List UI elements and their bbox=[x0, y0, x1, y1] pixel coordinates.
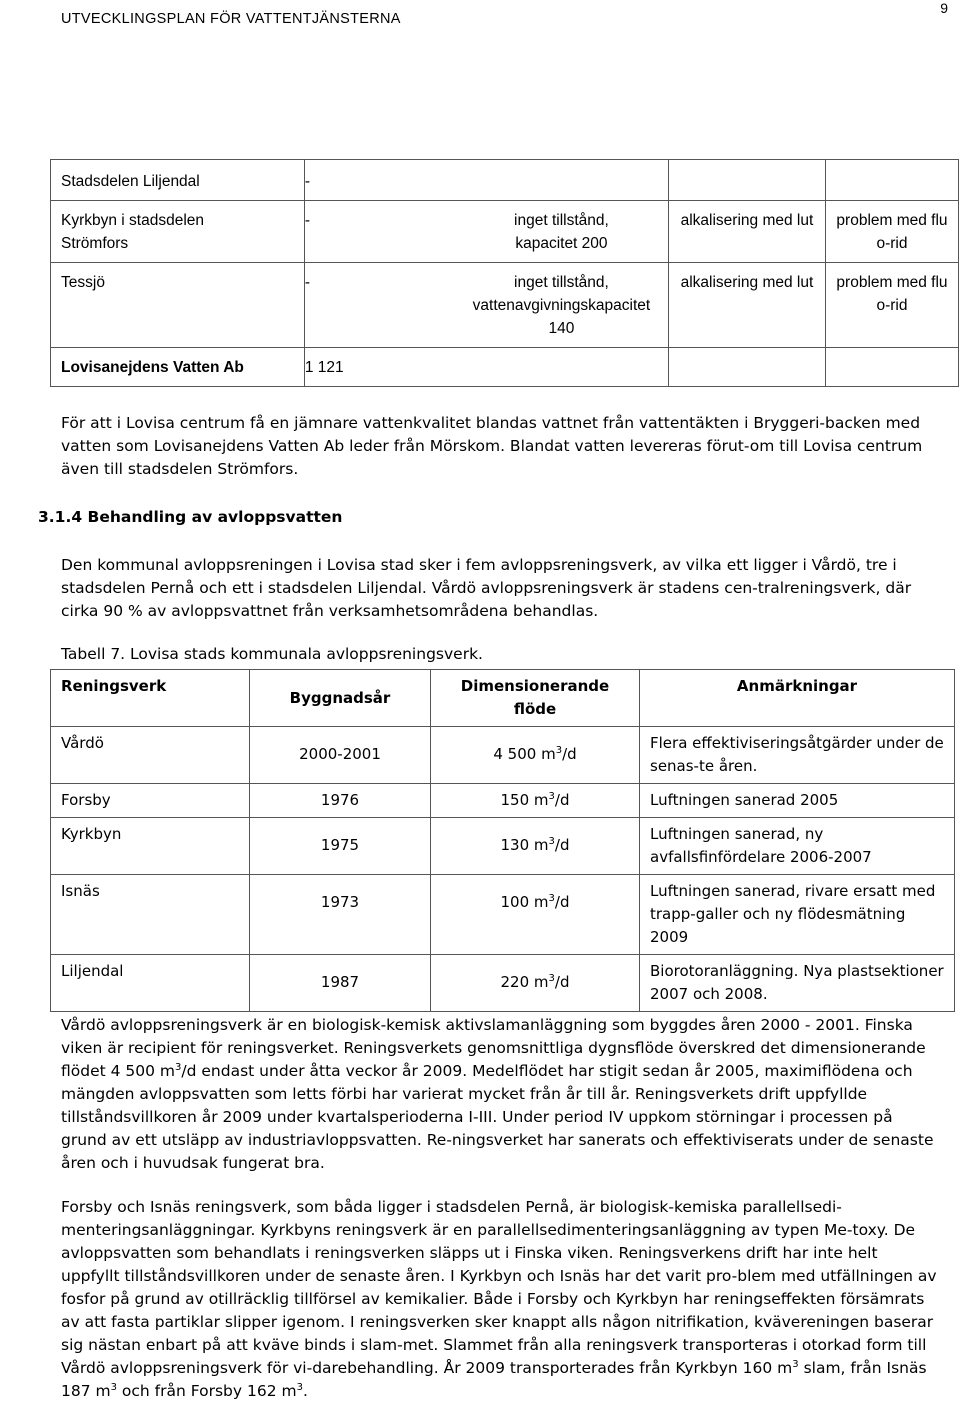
header-cell: Anmärkningar bbox=[640, 670, 955, 727]
table-row bbox=[51, 263, 959, 348]
unit: /d bbox=[554, 836, 570, 854]
unit: /d bbox=[562, 745, 577, 763]
table-cell bbox=[826, 201, 959, 263]
table-cell bbox=[304, 348, 455, 387]
unit: /d bbox=[554, 973, 570, 991]
unit: /d bbox=[554, 893, 570, 911]
table-cell bbox=[668, 160, 825, 201]
plant-name: Isnäs bbox=[51, 875, 250, 955]
header-cell: Byggnadsår bbox=[250, 670, 431, 727]
table-cell bbox=[304, 160, 455, 201]
plant-flow bbox=[431, 818, 640, 875]
unit-exp: 3 bbox=[548, 791, 555, 802]
row-name: Kyrkbyn i stadsdelen Strömfors bbox=[61, 212, 205, 252]
plant-flow bbox=[431, 955, 640, 1012]
flow-value: 220 bbox=[500, 973, 530, 991]
table-cell bbox=[304, 201, 455, 263]
table-cell bbox=[455, 160, 668, 201]
table-cell bbox=[455, 201, 668, 263]
unit: m bbox=[533, 791, 549, 809]
cell-text: inget tillstånd, vattenavgivningskapacitet 140 bbox=[472, 274, 651, 337]
plant-note: Biorotoranläggning. Nya plastsektioner 2007 och 2008. bbox=[640, 955, 955, 1012]
paragraph-wastewater-intro: Den kommunal avloppsreningen i Lovisa stad sker i fem avloppsreningsverk, av vilka ett ligger i Vårdö, tre i stadsdelen Pernå och ett i stadsdelen Liljendal. Vårdö avloppsreningsverk är stadens cen-tralreningsverk, där cirka 90 % av avloppsvattnet från verksamhetsområdena behandlas. bbox=[61, 556, 912, 620]
unit-exp: 3 bbox=[548, 893, 555, 904]
table-cell: Stadsdelen Liljendal bbox=[51, 160, 305, 201]
table-cell: alkalisering med lut bbox=[668, 201, 825, 263]
table-cell bbox=[455, 348, 668, 387]
treatment-plants-table bbox=[50, 669, 955, 1012]
flow-value: 100 bbox=[500, 893, 530, 911]
table-cell: Tessjö bbox=[51, 263, 305, 348]
table-cell bbox=[668, 348, 825, 387]
table-cell bbox=[826, 160, 959, 201]
table-row bbox=[51, 784, 955, 818]
superscript: 3 bbox=[175, 1061, 182, 1073]
paragraph-other-plants bbox=[61, 1196, 941, 1403]
flow-value: 4 500 bbox=[493, 745, 537, 763]
plant-note: Flera effektiviseringsåtgärder under de senas-te åren. bbox=[640, 727, 955, 784]
text-run: och från Forsby 162 m bbox=[117, 1382, 297, 1400]
table-cell bbox=[51, 348, 305, 387]
table-caption: Tabell 7. Lovisa stads kommunala avloppsreningsverk. bbox=[61, 645, 483, 663]
plant-name: Liljendal bbox=[51, 955, 250, 1012]
table-cell bbox=[826, 348, 959, 387]
plant-year: 1987 bbox=[250, 955, 431, 1012]
unit: /d bbox=[554, 791, 570, 809]
plant-flow bbox=[431, 875, 640, 955]
paragraph-vardo-plant bbox=[61, 1014, 941, 1175]
cell-text: problem med fluo-rid bbox=[836, 274, 948, 314]
table-cell: alkalisering med lut bbox=[668, 263, 825, 348]
unit-exp: 3 bbox=[555, 745, 563, 756]
superscript: 3 bbox=[792, 1358, 799, 1370]
text-run: Forsby och Isnäs reningsverk, som båda ligger i stadsdelen Pernå, är biologisk-kemiska parallellsedi-menteringsanläggningar. Kyrkbyns reningsverk är en parallellsedimenteringsanläggning av typen Me-toxy. De avloppsvatten som behandlats i reningsverken släpps ut i Finska viken. Reningsverkens drift har inte helt uppfyllt tillståndsvillkoren under de senaste åren. I Kyrkbyn och Isnäs har det varit pro-blem med utfällningen av fosfor på grund av otillräcklig tillförsel av kemikalier. Både i Forsby och Kyrkbyn har reningseffekten försämrats av att fasta partiklar slipper igenom. I reningsverken sker knappt alls någon nitrifikation, kvävereningen baserar sig nästan enbart på att kväve binds i slam-met. Slammet från alla reningsverk transporteras i otorkad form till Vårdö avloppsreningsverk för vi-darebehandling. År 2009 transporterades från Kyrkbyn 160 m bbox=[61, 1198, 937, 1377]
table-cell bbox=[304, 263, 455, 348]
plant-name: Forsby bbox=[51, 784, 250, 818]
plant-flow bbox=[431, 784, 640, 818]
row-name: Lovisanejdens Vatten Ab bbox=[61, 359, 244, 376]
plant-note: Luftningen sanerad, ny avfallsfinfördelare 2006-2007 bbox=[640, 818, 955, 875]
plant-year: 1975 bbox=[250, 818, 431, 875]
header-text: Dimensionerande flöde bbox=[460, 677, 610, 718]
table-row bbox=[51, 727, 955, 784]
unit: m bbox=[533, 973, 549, 991]
table-row bbox=[51, 201, 959, 263]
dash: - bbox=[304, 173, 310, 190]
table-cell bbox=[51, 201, 305, 263]
dash: - bbox=[304, 212, 310, 229]
dash: - bbox=[304, 274, 310, 291]
header-cell bbox=[431, 670, 640, 727]
table-row bbox=[51, 160, 959, 201]
plant-year: 2000-2001 bbox=[250, 727, 431, 784]
table-cell bbox=[826, 263, 959, 348]
header-cell: Reningsverk bbox=[51, 670, 250, 727]
plant-year: 1973 bbox=[250, 875, 431, 955]
table-header-row bbox=[51, 670, 955, 727]
table-row bbox=[51, 818, 955, 875]
page-number: 9 bbox=[940, 0, 948, 16]
table-row bbox=[51, 955, 955, 1012]
text-run: /d endast under åtta veckor år 2009. Medelflödet har stigit sedan år 2005, maximiflödena och mängden avloppsvatten som letts förbi har varierat mycket från år till år. Reningsverkets drift uppfyllde tillståndsvillkoren år 2009 under kvartalsperioderna I-III. Under period IV uppkom störningar i processen på grund av ett utsläpp av industriavloppsvatten. Re-ningsverket har sanerats och effektiviserats under de senaste åren och i huvudsak fungerat bra. bbox=[61, 1062, 934, 1172]
flow-value: 150 bbox=[500, 791, 530, 809]
plant-flow bbox=[431, 727, 640, 784]
running-header: UTVECKLINGSPLAN FÖR VATTENTJÄNSTERNA bbox=[61, 11, 401, 27]
plant-note: Luftningen sanerad 2005 bbox=[640, 784, 955, 818]
water-sources-table bbox=[50, 159, 959, 387]
capacity-value: 1 121 bbox=[304, 359, 344, 376]
cell-text: inget tillstånd, kapacitet 200 bbox=[514, 212, 609, 252]
superscript: 3 bbox=[110, 1381, 117, 1393]
plant-note: Luftningen sanerad, rivare ersatt med trapp-galler och ny flödesmätning 2009 bbox=[640, 875, 955, 955]
flow-value: 130 bbox=[500, 836, 530, 854]
unit: m bbox=[533, 893, 549, 911]
text-run: Vårdö avloppsreningsverk är en biologisk-kemisk aktivslamanläggning som byggdes åren 2000 - 2001. Finska viken är recipient för reningsverket. Reningsverkets genomsnittliga dygnsflöde överskred det dimensionerande flödet 4 500 m bbox=[61, 1016, 926, 1080]
text-run: slam, från Isnäs 187 m bbox=[61, 1359, 927, 1400]
plant-name: Vårdö bbox=[51, 727, 250, 784]
unit: m bbox=[541, 745, 556, 763]
superscript: 3 bbox=[296, 1381, 303, 1393]
plant-year: 1976 bbox=[250, 784, 431, 818]
section-heading: 3.1.4 Behandling av avloppsvatten bbox=[38, 508, 343, 526]
unit-exp: 3 bbox=[548, 836, 555, 847]
table-row bbox=[51, 348, 959, 387]
unit: m bbox=[533, 836, 549, 854]
table-row bbox=[51, 875, 955, 955]
plant-name: Kyrkbyn bbox=[51, 818, 250, 875]
cell-text: problem med fluo-rid bbox=[836, 212, 948, 252]
unit-exp: 3 bbox=[548, 973, 555, 984]
text-run: . bbox=[302, 1382, 308, 1400]
table-cell bbox=[455, 263, 668, 348]
paragraph-water-mixing: För att i Lovisa centrum få en jämnare vattenkvalitet blandas vattnet från vattentäkten i Bryggeri-backen med vatten som Lovisanejdens Vatten Ab leder från Mörskom. Blandat vatten levereras förut-om till Lovisa centrum även till stadsdelen Strömfors. bbox=[61, 414, 923, 478]
